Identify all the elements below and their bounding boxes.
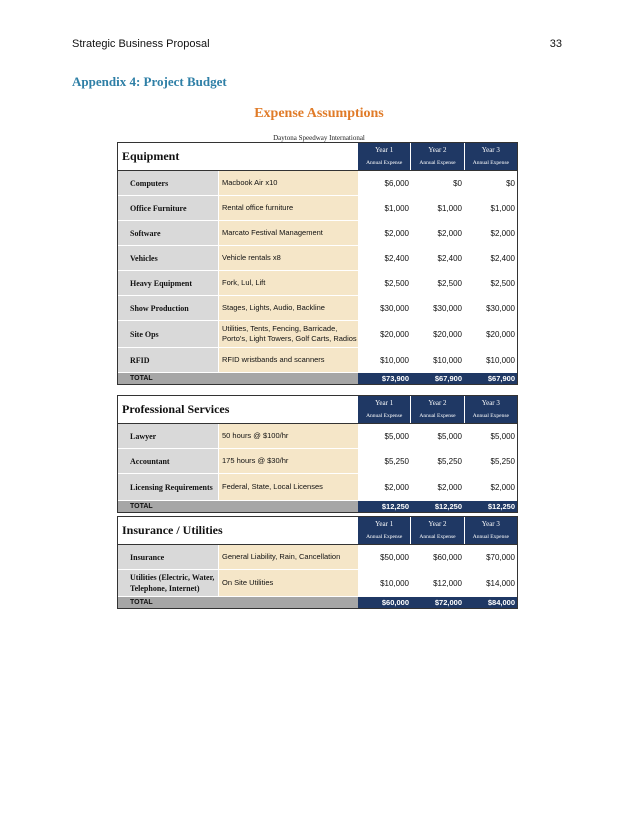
row-description: Stages, Lights, Audio, Backline xyxy=(218,296,358,320)
table-row xyxy=(118,545,517,570)
row-name: Software xyxy=(118,221,218,245)
table-header xyxy=(118,143,517,171)
row-value: $2,500 xyxy=(464,271,517,295)
row-value: $30,000 xyxy=(358,296,411,320)
table-row xyxy=(118,296,517,321)
main-title: Expense Assumptions xyxy=(254,106,384,121)
table-row xyxy=(118,246,517,271)
row-description: RFID wristbands and scanners xyxy=(218,348,358,372)
row-value: $70,000 xyxy=(464,545,517,569)
row-value: $20,000 xyxy=(464,321,517,347)
row-description: General Liability, Rain, Cancellation xyxy=(218,545,358,569)
row-value: $2,000 xyxy=(411,221,464,245)
budget-table xyxy=(117,395,518,513)
row-value: $2,400 xyxy=(358,246,411,270)
year-header xyxy=(410,517,463,544)
total-value: $73,900 xyxy=(358,373,411,384)
table-row xyxy=(118,474,517,501)
table-row xyxy=(118,449,517,474)
table-row xyxy=(118,196,517,221)
table-row xyxy=(118,171,517,196)
row-value: $2,400 xyxy=(464,246,517,270)
row-name: Utilities (Electric, Water, Telephone, Internet) xyxy=(118,570,218,596)
row-name: Heavy Equipment xyxy=(118,271,218,295)
table-row xyxy=(118,424,517,449)
row-value: $0 xyxy=(464,171,517,195)
row-value: $30,000 xyxy=(464,296,517,320)
year-label: Year 3 xyxy=(481,145,500,154)
table-row xyxy=(118,271,517,296)
table-row xyxy=(118,221,517,246)
annual-expense-label: Annual Expense xyxy=(472,412,509,419)
table-title: Insurance / Utilities xyxy=(122,523,223,537)
row-value: $0 xyxy=(411,171,464,195)
row-name: Lawyer xyxy=(118,424,218,448)
table-title: Equipment xyxy=(122,149,180,163)
table-header xyxy=(118,396,517,424)
annual-expense-label: Annual Expense xyxy=(366,159,403,166)
budget-table xyxy=(117,516,518,609)
row-value: $2,000 xyxy=(358,474,411,500)
year-label: Year 2 xyxy=(428,519,447,528)
year-label: Year 3 xyxy=(481,398,500,407)
year-label: Year 2 xyxy=(428,145,447,154)
table-row xyxy=(118,348,517,373)
row-value: $2,500 xyxy=(411,271,464,295)
table-header xyxy=(118,517,517,545)
row-name: Office Furniture xyxy=(118,196,218,220)
row-value: $14,000 xyxy=(464,570,517,596)
year-header xyxy=(410,143,463,170)
year-headers xyxy=(358,143,517,170)
row-value: $1,000 xyxy=(464,196,517,220)
row-value: $10,000 xyxy=(358,348,411,372)
annual-expense-label: Annual Expense xyxy=(419,159,456,166)
year-label: Year 1 xyxy=(375,145,394,154)
header-title: Strategic Business Proposal xyxy=(72,38,210,50)
total-value: $12,250 xyxy=(411,501,464,512)
row-name: Computers xyxy=(118,171,218,195)
year-header xyxy=(358,517,410,544)
appendix-title: Appendix 4: Project Budget xyxy=(72,74,227,89)
row-description: Vehicle rentals x8 xyxy=(218,246,358,270)
total-value: $12,250 xyxy=(464,501,517,512)
row-name: Licensing Requirements xyxy=(118,474,218,500)
total-label: TOTAL xyxy=(118,373,358,384)
year-header xyxy=(464,396,517,423)
year-header xyxy=(410,396,463,423)
row-value: $2,000 xyxy=(358,221,411,245)
row-value: $5,250 xyxy=(411,449,464,473)
total-value: $84,000 xyxy=(464,597,517,608)
year-header xyxy=(358,396,410,423)
row-value: $5,000 xyxy=(411,424,464,448)
row-value: $2,000 xyxy=(411,474,464,500)
row-description: Utilities, Tents, Fencing, Barricade, Porto's, Light Towers, Golf Carts, Radios xyxy=(218,321,358,347)
total-label: TOTAL xyxy=(118,597,358,608)
total-row xyxy=(118,597,517,608)
total-value: $72,000 xyxy=(411,597,464,608)
total-value: $67,900 xyxy=(411,373,464,384)
total-row xyxy=(118,501,517,512)
row-value: $5,250 xyxy=(464,449,517,473)
table-title: Professional Services xyxy=(122,402,230,416)
row-value: $12,000 xyxy=(411,570,464,596)
table-row xyxy=(118,570,517,597)
total-row xyxy=(118,373,517,384)
annual-expense-label: Annual Expense xyxy=(472,159,509,166)
row-value: $30,000 xyxy=(411,296,464,320)
row-value: $20,000 xyxy=(358,321,411,347)
row-value: $20,000 xyxy=(411,321,464,347)
row-value: $50,000 xyxy=(358,545,411,569)
row-value: $10,000 xyxy=(358,570,411,596)
row-value: $2,000 xyxy=(464,221,517,245)
row-value: $6,000 xyxy=(358,171,411,195)
budget-table xyxy=(117,142,518,385)
total-label: TOTAL xyxy=(118,501,358,512)
row-value: $10,000 xyxy=(411,348,464,372)
row-description: 50 hours @ $100/hr xyxy=(218,424,358,448)
annual-expense-label: Annual Expense xyxy=(419,412,456,419)
year-label: Year 3 xyxy=(481,519,500,528)
year-headers xyxy=(358,517,517,544)
year-label: Year 1 xyxy=(375,519,394,528)
annual-expense-label: Annual Expense xyxy=(366,412,403,419)
total-value: $12,250 xyxy=(358,501,411,512)
row-value: $60,000 xyxy=(411,545,464,569)
row-name: Site Ops xyxy=(118,321,218,347)
row-description: Federal, State, Local Licenses xyxy=(218,474,358,500)
row-value: $2,500 xyxy=(358,271,411,295)
annual-expense-label: Annual Expense xyxy=(419,533,456,540)
row-description: 175 hours @ $30/hr xyxy=(218,449,358,473)
row-name: Insurance xyxy=(118,545,218,569)
subtitle: Daytona Speedway International xyxy=(273,134,365,142)
row-description: Rental office furniture xyxy=(218,196,358,220)
total-value: $60,000 xyxy=(358,597,411,608)
year-label: Year 1 xyxy=(375,398,394,407)
row-description: Fork, Lul, Lift xyxy=(218,271,358,295)
row-description: On Site Utilities xyxy=(218,570,358,596)
row-description: Marcato Festival Management xyxy=(218,221,358,245)
row-value: $5,000 xyxy=(464,424,517,448)
annual-expense-label: Annual Expense xyxy=(366,533,403,540)
year-label: Year 2 xyxy=(428,398,447,407)
row-name: RFID xyxy=(118,348,218,372)
row-name: Accountant xyxy=(118,449,218,473)
year-header xyxy=(464,517,517,544)
annual-expense-label: Annual Expense xyxy=(472,533,509,540)
year-header xyxy=(464,143,517,170)
row-value: $5,250 xyxy=(358,449,411,473)
total-value: $67,900 xyxy=(464,373,517,384)
row-value: $1,000 xyxy=(358,196,411,220)
year-headers xyxy=(358,396,517,423)
row-name: Vehicles xyxy=(118,246,218,270)
row-description: Macbook Air x10 xyxy=(218,171,358,195)
row-value: $2,400 xyxy=(411,246,464,270)
table-row xyxy=(118,321,517,348)
row-value: $10,000 xyxy=(464,348,517,372)
row-value: $5,000 xyxy=(358,424,411,448)
row-value: $1,000 xyxy=(411,196,464,220)
row-name: Show Production xyxy=(118,296,218,320)
year-header xyxy=(358,143,410,170)
row-value: $2,000 xyxy=(464,474,517,500)
page-number: 33 xyxy=(549,38,562,50)
